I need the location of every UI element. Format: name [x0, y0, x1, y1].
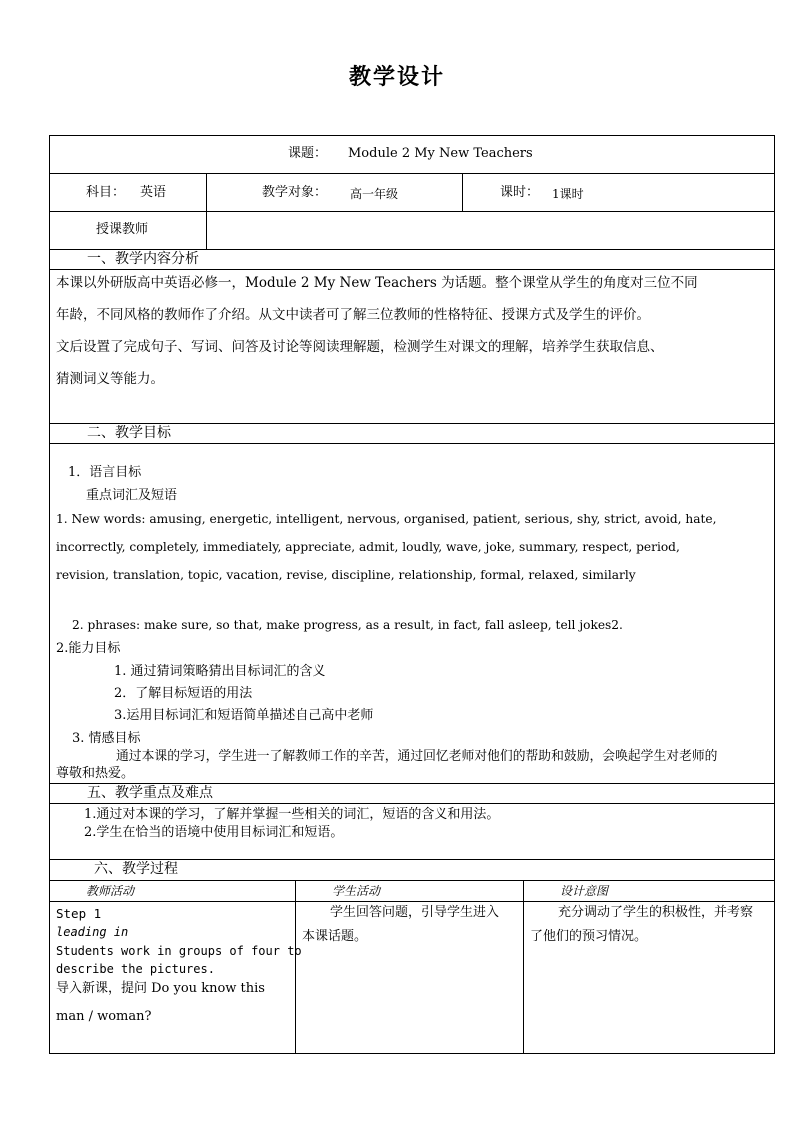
col-header-teacher: 教师活动: [86, 884, 135, 898]
topic-label: 课题：: [288, 146, 328, 161]
teacher-activity-line: describe the pictures.: [56, 962, 215, 976]
section-heading-content-analysis: 一、教学内容分析: [87, 251, 199, 267]
document-title: 教学设计: [348, 64, 445, 90]
content-analysis-text: [56, 275, 772, 403]
ability-item-2: 2．了解目标短语的用法: [114, 686, 253, 701]
text-line: 文后设置了完成句子、写词、问答及讨论等阅读理解题，检测学生对课文的理解，培养学生获取信息、: [56, 339, 664, 355]
hours-value: 1课时: [552, 187, 584, 201]
ability-item-1: 1. 通过猜词策略猜出目标词汇的含义: [114, 664, 326, 679]
vocab-heading: 重点词汇及短语: [86, 488, 178, 503]
phrases-line: 2. phrases: make sure, so that, make progress, as a result, in fact, fall asleep, tell jokes2.: [72, 618, 623, 632]
design-intent-line: 充分调动了学生的积极性，并考察: [558, 905, 754, 920]
key-point-2: 2.学生在恰当的语境中使用目标词汇和短语。: [84, 825, 344, 840]
emotion-line-1: 通过本课的学习，学生进一了解教师工作的辛苦，通过回忆老师对他们的帮助和鼓励，会唤起学生对老师的: [116, 749, 718, 764]
design-intent-line: 了他们的预习情况。: [530, 929, 648, 944]
topic-value: Module 2 My New Teachers: [348, 146, 533, 161]
words-line-3: revision, translation, topic, vacation, revise, discipline, relationship, formal, relaxed, similarly: [56, 568, 636, 582]
audience-value: 高一年级: [350, 187, 399, 201]
student-activity-line: 学生回答问题，引导学生进入: [330, 905, 500, 920]
ability-item-3: 3.运用目标词汇和短语简单描述自己高中老师: [114, 708, 374, 723]
audience-label: 教学对象：: [262, 185, 328, 200]
teacher-activity-line: Students work in groups of four to: [56, 944, 302, 958]
section-heading-objectives: 二、教学目标: [87, 425, 171, 441]
text-line: 年龄，不同风格的教师作了介绍。从文中读者可了解三位教师的性格特征、授课方式及学生的评价。: [56, 307, 650, 323]
subject-value: 英语: [140, 185, 167, 200]
student-activity-line: 本课话题。: [302, 929, 368, 944]
step-subtitle: leading in: [56, 925, 129, 939]
step-title: Step 1: [56, 906, 102, 921]
col-header-student: 学生活动: [332, 884, 381, 898]
words-line-1: 1. New words: amusing, energetic, intelligent, nervous, organised, patient, serious, shy, strict, avoid, hate,: [56, 512, 717, 526]
language-goal-heading: 1．语言目标: [68, 465, 142, 480]
teacher-activity-line: man / woman?: [56, 1009, 152, 1024]
section-heading-process: 六、教学过程: [94, 861, 178, 877]
ability-heading: 2.能力目标: [56, 641, 121, 656]
teacher-activity-line: 导入新课，提问 Do you know this: [56, 981, 265, 996]
words-line-2: incorrectly, completely, immediately, appreciate, admit, loudly, wave, joke, summary, respect, period,: [56, 540, 680, 554]
key-point-1: 1.通过对本课的学习，了解并掌握一些相关的词汇，短语的含义和用法。: [84, 807, 500, 822]
subject-label: 科目：: [86, 185, 126, 200]
teacher-label: 授课教师: [96, 222, 149, 237]
text-line: 猜测词义等能力。: [56, 371, 164, 387]
col-header-design: 设计意图: [560, 884, 609, 898]
emotion-heading: 3. 情感目标: [72, 731, 141, 746]
text-line: 本课以外研版高中英语必修一，Module 2 My New Teachers 为话题。整个课堂从学生的角度对三位不同: [56, 275, 698, 291]
hours-label: 课时：: [500, 185, 540, 200]
section-heading-key-points: 五、教学重点及难点: [87, 785, 213, 801]
emotion-line-2: 尊敬和热爱。: [56, 766, 135, 781]
